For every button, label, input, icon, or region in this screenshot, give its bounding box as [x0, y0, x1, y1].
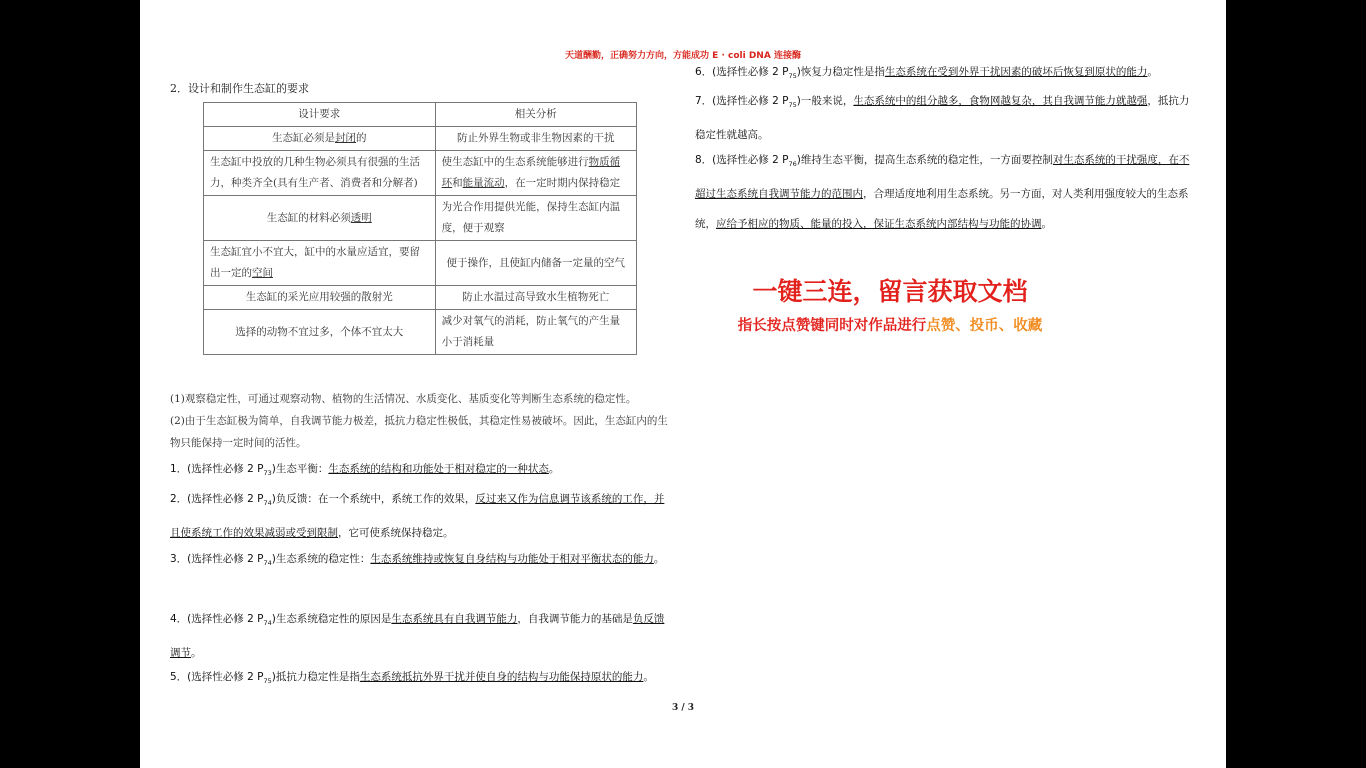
- paragraph-1: (1)观察稳定性，可通过观察动物、植物的生活情况、水质变化、基质变化等判断生态系统的稳定性。: [170, 393, 637, 405]
- requirement-underlined: 透明: [350, 211, 372, 224]
- item-page-subscript: 74: [263, 559, 272, 568]
- item-page-subscript: 74: [263, 619, 272, 628]
- item-text: ，合理适度地利用生态系统。另一方面，对人类利用强度较大的生态系统，: [695, 188, 1189, 231]
- analysis-cell: [435, 151, 636, 196]
- item-underlined: 反过来又作为信息调节该系统的工作，并且使系统工作的效果减弱或受到限制: [170, 493, 665, 540]
- numbered-item: [695, 86, 1199, 150]
- item-source: 8．(选择性必修 2 P: [695, 154, 789, 166]
- item-underlined: 生态系统维持或恢复自身结构与功能处于相对平衡状态的能力: [370, 553, 654, 565]
- item-source: 3．(选择性必修 2 P: [170, 553, 264, 565]
- item-text: )恢复力稳定性是指: [796, 66, 885, 78]
- table-header-cell: 设计要求: [204, 103, 436, 127]
- analysis-cell: [435, 310, 636, 355]
- requirements-table: [203, 102, 637, 355]
- analysis-text: 防止水温过高导致水生植物死亡: [462, 291, 610, 303]
- table-row: [204, 127, 637, 151]
- requirement-cell: [204, 151, 436, 196]
- item-source: 7．(选择性必修 2 P: [695, 95, 789, 107]
- table-row: [204, 196, 637, 241]
- page-number: 3 / 3: [671, 703, 695, 713]
- promo-subline-highlight: 点赞、投币、收藏: [926, 318, 1043, 334]
- item-underlined: 应给予相应的物质、能量的投入，保证生态系统内部结构与功能的协调: [716, 218, 1042, 231]
- item-text: 。: [643, 671, 654, 683]
- item-source: 6．(选择性必修 2 P: [695, 66, 789, 78]
- item-underlined: 生态系统中的组分越多，食物网越复杂，其自我调节能力就越强: [853, 95, 1148, 107]
- analysis-underlined: 能量流动: [462, 177, 505, 189]
- numbered-item: [170, 662, 674, 696]
- analysis-text: 使生态缸中的生态系统能够进行: [441, 156, 589, 168]
- numbered-item: [170, 544, 674, 578]
- analysis-text: 便于操作，且使缸内储备一定量的空气: [446, 256, 626, 269]
- item-text: )维持生态平衡，提高生态系统的稳定性，一方面要控制: [796, 154, 1053, 166]
- item-text: )抵抗力稳定性是指: [271, 671, 360, 683]
- requirement-text: 生态缸的采光应用较强的散射光: [245, 291, 393, 303]
- item-text: 。: [548, 463, 560, 475]
- item-source: 1．(选择性必修 2 P: [170, 463, 264, 475]
- item-text: ，它可使系统保持稳定。: [338, 527, 454, 540]
- table-row: [204, 286, 637, 310]
- analysis-cell: [435, 241, 636, 286]
- table-row: [204, 310, 637, 355]
- item-text: 。: [653, 553, 665, 565]
- requirement-text: 生态缸必须是: [272, 132, 336, 144]
- numbered-item: [170, 454, 674, 488]
- item-underlined: 负反馈调节: [170, 613, 665, 660]
- analysis-text: 防止外界生物或非生物因素的干扰: [457, 132, 615, 144]
- item-text: ，自我调节能力的基础是: [517, 613, 633, 625]
- requirement-text: 的: [356, 132, 367, 144]
- page-header: 天道酬勤，正确努力方向，方能成功 E · coli DNA 连接酶: [565, 51, 801, 61]
- analysis-cell: [435, 127, 636, 151]
- promo-headline: 一键三连，留言获取文档: [752, 277, 1028, 306]
- document-page: [140, 0, 1226, 768]
- promo-subline: [695, 314, 1085, 335]
- analysis-cell: [435, 286, 636, 310]
- table-row: [204, 241, 637, 286]
- section-title: 2．设计和制作生态缸的要求: [170, 82, 309, 95]
- requirement-text: 生态缸宜小不宜大，缸中的水量应适宜，要留出一定的: [210, 246, 420, 279]
- item-page-subscript: 75: [263, 677, 272, 686]
- requirement-cell: [204, 241, 436, 286]
- analysis-text: 和: [452, 177, 463, 189]
- item-underlined: 生态系统在受到外界干扰因素的破坏后恢复到原状的能力: [884, 66, 1148, 78]
- item-source: 4．(选择性必修 2 P: [170, 613, 264, 625]
- table-row: [204, 151, 637, 196]
- analysis-text: 为光合作用提供光能，保持生态缸内温度，便于观察: [441, 201, 621, 234]
- item-text: 。: [191, 647, 202, 660]
- analysis-underlined: 物质循环: [441, 156, 621, 189]
- item-text: )生态系统稳定性的原因是: [271, 613, 392, 625]
- item-text: ，抵抗力稳定性就越高。: [695, 95, 1190, 142]
- requirement-text: 选择的动物不宜过多，个体不宜太大: [235, 325, 404, 338]
- item-page-subscript: 74: [263, 499, 272, 508]
- item-source: 5．(选择性必修 2 P: [170, 671, 264, 683]
- item-underlined: 对生态系统的干扰强度，在不超过生态系统自我调节能力的范围内: [695, 154, 1190, 201]
- item-text: 。: [1041, 218, 1052, 231]
- requirement-cell: [204, 310, 436, 355]
- promo-subline-text: 指长按点赞键同时对作品进行: [737, 318, 927, 334]
- requirement-text: 生态缸的材料必须: [266, 211, 351, 224]
- table-header-cell: 相关分析: [435, 103, 636, 127]
- item-text: )生态平衡：: [271, 463, 329, 475]
- item-page-subscript: 75: [788, 72, 797, 81]
- requirement-underlined: 空间: [252, 267, 273, 279]
- analysis-cell: [435, 196, 636, 241]
- requirement-text: 生态缸中投放的几种生物必须具有很强的生活力，种类齐全(具有生产者、消费者和分解者): [210, 156, 420, 189]
- item-page-subscript: 75: [788, 101, 797, 110]
- item-page-subscript: 76: [788, 160, 797, 169]
- requirement-cell: [204, 286, 436, 310]
- analysis-text: ，在一定时期内保持稳定: [504, 177, 621, 189]
- requirement-underlined: 封闭: [335, 132, 357, 144]
- item-underlined: 生态系统抵抗外界干扰并使自身的结构与功能保持原状的能力: [359, 671, 644, 683]
- item-text: )一般来说，: [796, 95, 854, 107]
- numbered-item: [170, 484, 674, 548]
- table-header-row: [204, 103, 637, 127]
- numbered-item: [695, 145, 1199, 239]
- item-page-subscript: 73: [263, 469, 272, 478]
- item-source: 2．(选择性必修 2 P: [170, 493, 264, 505]
- item-underlined: 生态系统具有自我调节能力: [391, 613, 518, 625]
- item-text: )生态系统的稳定性：: [271, 553, 371, 565]
- analysis-text: 减少对氧气的消耗，防止氧气的产生量小于消耗量: [441, 315, 621, 348]
- numbered-item: [170, 604, 674, 668]
- item-text: 。: [1147, 66, 1158, 78]
- requirement-cell: [204, 127, 436, 151]
- requirement-cell: [204, 196, 436, 241]
- paragraph-2: (2)由于生态缸极为简单，自我调节能力极差，抵抗力稳定性极低，其稳定性易被破坏。因此，生态缸内的生物只能保持一定时间的活性。: [170, 415, 668, 449]
- item-underlined: 生态系统的结构和功能处于相对稳定的一种状态: [328, 463, 549, 475]
- item-text: )负反馈：在一个系统中，系统工作的效果，: [271, 493, 476, 505]
